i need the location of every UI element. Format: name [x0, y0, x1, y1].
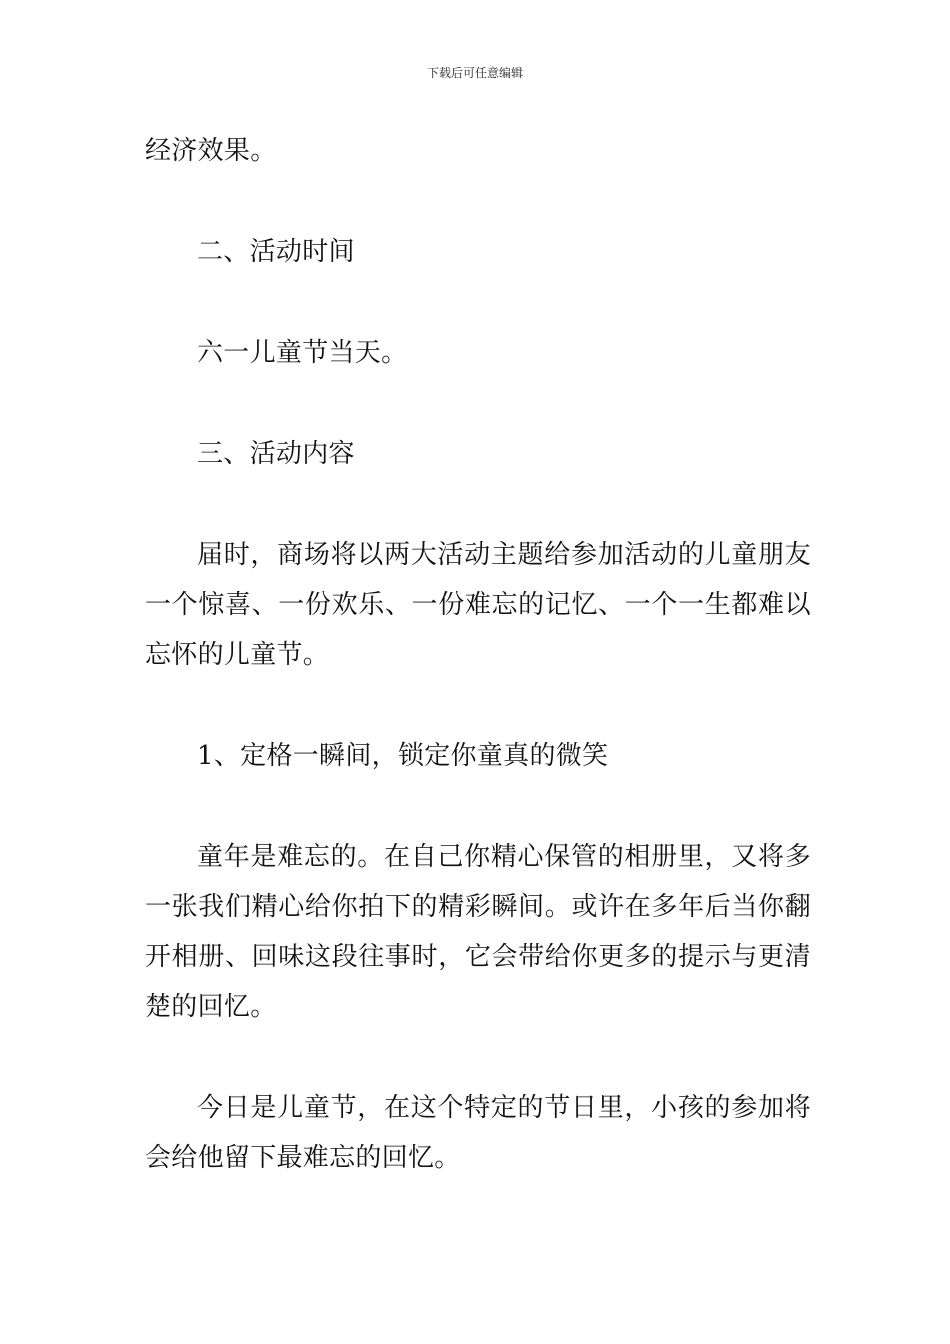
paragraph-childrens-day: 今日是儿童节，在这个特定的节日里，小孩的参加将会给他留下最难忘的回忆。 [145, 1093, 811, 1173]
document-body [145, 126, 811, 1234]
subheading-photo-moment: 1、定格一瞬间，锁定你童真的微笑 [197, 741, 609, 771]
paragraph-activity-intro: 届时，商场将以两大活动主题给参加活动的儿童朋友一个惊喜、一份欢乐、一份难忘的记忆、一个一生都难以忘怀的儿童节。 [145, 540, 811, 670]
section-heading-activity-time: 二、活动时间 [197, 237, 355, 267]
paragraph-childhood-memory: 童年是难忘的。在自己你精心保管的相册里，又将多一张我们精心给你拍下的精彩瞬间。或许在多年后当你翻开相册、回味这段往事时，它会带给你更多的提示与更清楚的回忆。 [145, 842, 811, 1022]
page-header: 下载后可任意编辑 [426, 66, 523, 80]
paragraph-continuation: 经济效果。 [145, 136, 277, 166]
section-heading-activity-content: 三、活动内容 [197, 439, 355, 469]
paragraph-activity-date: 六一儿童节当天。 [197, 338, 408, 368]
